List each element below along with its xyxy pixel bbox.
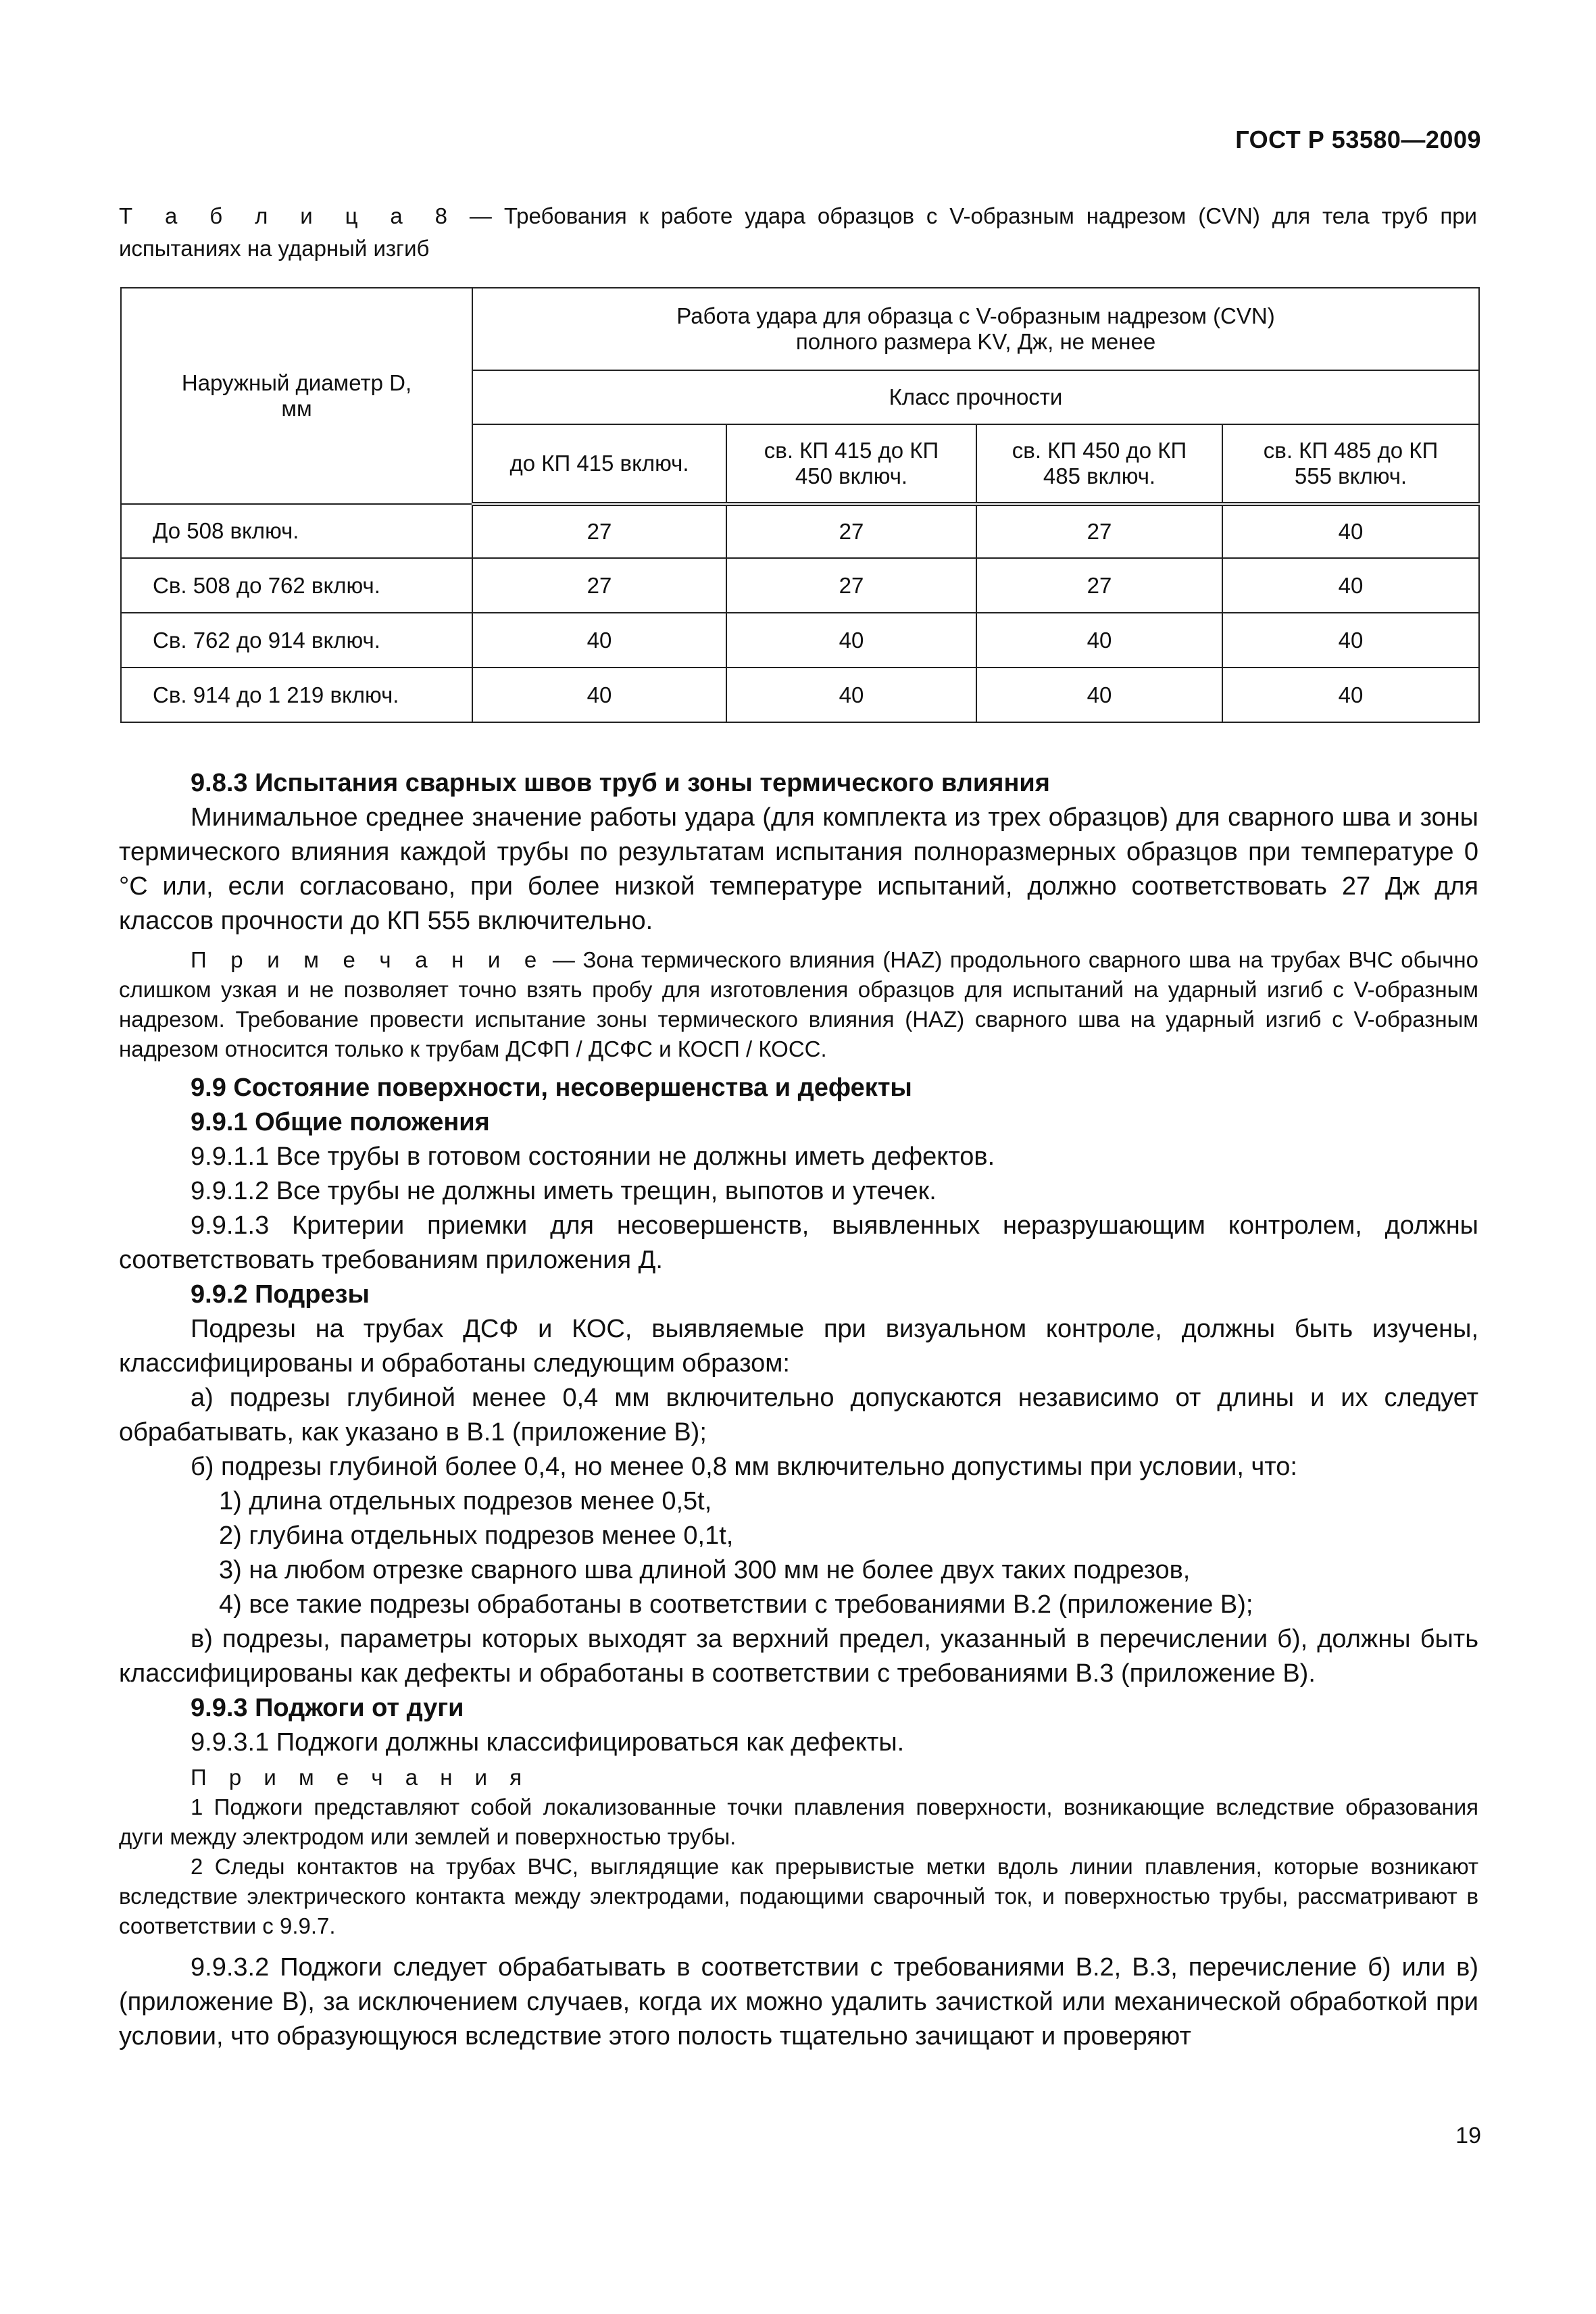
cell-value: 27 — [976, 504, 1222, 558]
header-class-4: св. КП 485 до КП 555 включ. — [1222, 424, 1479, 504]
note-haz-text: — Зона термического влияния (HAZ) продольного сварного шва на трубах ВЧС обычно слишком узкая и не позволяет точно взять пробу для изготовления образцов для испытаний на ударный изгиб с V-образным надрезом. Требование провести испытание зоны термического влияния (HAZ) сварного шва на ударный изгиб с V-образным надрезом относится только к трубам ДСФП / ДСФС и КОСП / КОСС. — [119, 947, 1479, 1061]
section-9-9-1-title: 9.9.1 Общие положения — [191, 1108, 490, 1136]
section-9-9-3-2: 9.9.3.2 Поджоги следует обрабатывать в соответствии с требованиями В.2, В.3, перечисление б) или в) (приложение В), за исключением случаев, когда их можно удалить зачисткой или механической обработкой при условии, что образующуюся вследствие этого полость тщательно зачищают и проверяют — [119, 1953, 1478, 2051]
cell-value: 40 — [1222, 558, 1479, 613]
row-label: До 508 включ. — [121, 504, 472, 558]
section-9-9-2-title: 9.9.2 Подрезы — [191, 1280, 370, 1309]
section-9-8-3-title: 9.8.3 Испытания сварных швов труб и зоны термического влияния — [191, 769, 1050, 797]
body-text — [119, 766, 1478, 2054]
header-energy-line2: полного размера KV, Дж, не менее — [795, 329, 1156, 354]
row-label: Св. 762 до 914 включ. — [121, 613, 472, 668]
header-diameter: Наружный диаметр D, мм — [121, 288, 472, 504]
table-row — [121, 504, 1479, 558]
notes-title: П р и м е ч а н и я — [191, 1765, 530, 1790]
cell-value: 40 — [1222, 613, 1479, 668]
cell-value: 40 — [472, 613, 726, 668]
page-number: 19 — [1455, 2123, 1481, 2148]
cell-value: 40 — [1222, 504, 1479, 558]
header-energy-line1: Работа удара для образца с V-образным надрезом (CVN) — [676, 303, 1275, 328]
section-9-9-2-item-b4: 4) все такие подрезы обработаны в соответствии с требованиями В.2 (приложение В); — [219, 1590, 1253, 1619]
header-energy — [472, 288, 1479, 370]
cell-value: 27 — [726, 558, 976, 613]
row-label: Св. 914 до 1 219 включ. — [121, 668, 472, 722]
cell-value: 27 — [976, 558, 1222, 613]
header-class-1: до КП 415 включ. — [472, 424, 726, 504]
cell-value: 27 — [472, 504, 726, 558]
section-9-9-2-item-a: а) подрезы глубиной менее 0,4 мм включительно допускаются независимо от длины и их следует обрабатывать, как указано в В.1 (приложение В); — [119, 1384, 1478, 1447]
section-9-8-3-text: Минимальное среднее значение работы удара (для комплекта из трех образцов) для сварного шва и зоны термического влияния каждой трубы по результатам испытания полноразмерных образцов при температуре 0 °С или, если согласовано, при более низкой температуре испытаний, должно соответствовать 27 Дж для классов прочности до КП 555 включительно. — [119, 803, 1478, 935]
section-9-9-2-item-c: в) подрезы, параметры которых выходят за верхний предел, указанный в перечислении б), должны быть классифицированы как дефекты и обработаны в соответствии с требованиями В.3 (приложение В). — [119, 1625, 1478, 1688]
note-arc-1: 1 Поджоги представляют собой локализованные точки плавления поверхности, возникающие вследствие образования дуги между электродом или землей и поверхностью трубы. — [119, 1794, 1478, 1849]
note-arc-2: 2 Следы контактов на трубах ВЧС, выглядящие как прерывистые метки вдоль линии плавления, которые возникают вследствие электрического контакта между электродами, подающими сварочный ток, и поверхностью трубы, рассматривают в соответствии с 9.9.7. — [119, 1854, 1478, 1938]
table-caption-text: — Требования к работе удара образцов с V-образным надрезом (CVN) для тела труб при испытаниях на ударный изгиб — [119, 203, 1477, 261]
cell-value: 27 — [472, 558, 726, 613]
impact-energy-table — [120, 287, 1480, 723]
cell-value: 40 — [726, 668, 976, 722]
section-9-9-3-title: 9.9.3 Поджоги от дуги — [191, 1694, 464, 1722]
header-class-2: св. КП 415 до КП 450 включ. — [726, 424, 976, 504]
cell-value: 40 — [1222, 668, 1479, 722]
note-haz — [119, 945, 1478, 1064]
row-label: Св. 508 до 762 включ. — [121, 558, 472, 613]
note-haz-head: П р и м е ч а н и е — [191, 947, 545, 972]
section-9-9-1-2: 9.9.1.2 Все трубы не должны иметь трещин, выпотов и утечек. — [191, 1177, 937, 1205]
section-9-9-2-item-b2: 2) глубина отдельных подрезов менее 0,1t, — [219, 1521, 734, 1550]
cell-value: 40 — [976, 613, 1222, 668]
cell-value: 40 — [726, 613, 976, 668]
table-caption — [119, 200, 1477, 265]
cell-value: 40 — [976, 668, 1222, 722]
cell-value: 27 — [726, 504, 976, 558]
section-9-9-2-text: Подрезы на трубах ДСФ и КОС, выявляемые при визуальном контроле, должны быть изучены, классифицированы и обработаны следующим образом: — [119, 1315, 1478, 1378]
section-9-9-1-3: 9.9.1.3 Критерии приемки для несовершенств, выявленных неразрушающим контролем, должны соответствовать требованиям приложения Д. — [119, 1211, 1478, 1274]
table-row — [121, 668, 1479, 722]
cell-value: 40 — [472, 668, 726, 722]
header-class-3: св. КП 450 до КП 485 включ. — [976, 424, 1222, 504]
table-row — [121, 558, 1479, 613]
section-9-9-1-1: 9.9.1.1 Все трубы в готовом состоянии не должны иметь дефектов. — [191, 1142, 995, 1171]
section-9-9-2-item-b3: 3) на любом отрезке сварного шва длиной 300 мм не более двух таких подрезов, — [219, 1556, 1191, 1584]
section-9-9-2-item-b1: 1) длина отдельных подрезов менее 0,5t, — [219, 1487, 712, 1515]
table-row — [121, 613, 1479, 668]
table-caption-prefix: Т а б л и ц а 8 — [119, 203, 458, 228]
section-9-9-2-item-b: б) подрезы глубиной более 0,4, но менее 0,8 мм включительно допустимы при условии, что: — [191, 1453, 1297, 1481]
section-9-9-3-1: 9.9.3.1 Поджоги должны классифицироваться как дефекты. — [191, 1728, 905, 1757]
section-9-9-title: 9.9 Состояние поверхности, несовершенства и дефекты — [191, 1074, 912, 1102]
page-header-standard: ГОСТ Р 53580—2009 — [1235, 126, 1481, 153]
header-strength-class: Класс прочности — [472, 370, 1479, 424]
